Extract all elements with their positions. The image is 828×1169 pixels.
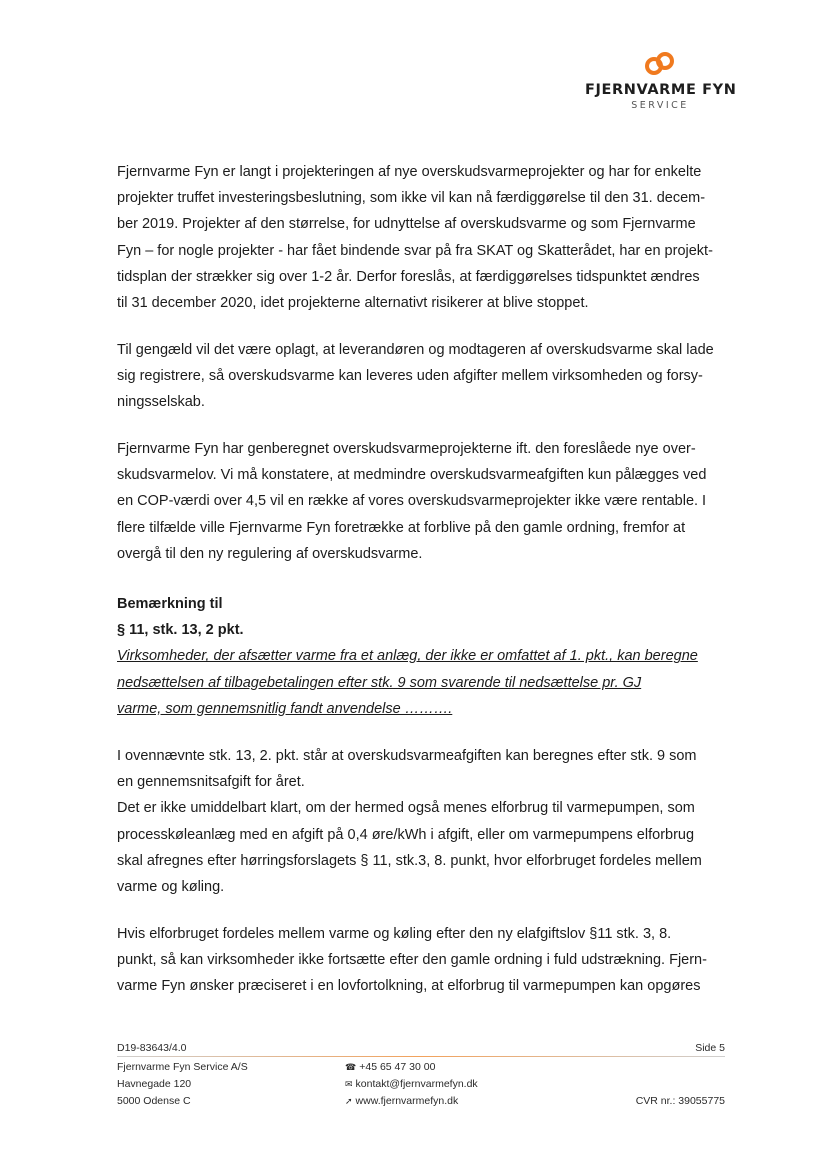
document-id: D19-83643/4.0	[117, 1042, 187, 1054]
paragraph-recalculation	[117, 436, 727, 567]
web-arrow-icon: ➚	[345, 1096, 353, 1106]
text-line: varme og køling.	[117, 879, 225, 896]
remark-section-ref: § 11, stk. 13, 2 pkt.	[117, 622, 244, 639]
company-logo	[585, 50, 735, 111]
text-line: en COP-værdi over 4,5 vil en række af vores overskudsvarmeprojekter ikke være rentable. I	[117, 493, 707, 510]
cvr-number: CVR nr.: 39055775	[635, 1095, 725, 1107]
text-line: ber 2019. Projekter af den størrelse, for udnyttelse af overskudsvarme og som Fjernvarme	[117, 216, 696, 233]
text-line: Fjernvarme Fyn er langt i projekteringen af nye overskudsvarmeprojekter og har for enkelte	[117, 164, 702, 180]
text-line: flere tilfælde ville Fjernvarme Fyn foretrække at forblive på den gamle ordning, fremfor at	[117, 519, 686, 536]
paragraph-allocation	[117, 921, 727, 1000]
paragraph-registration	[117, 337, 727, 416]
text-line: sig registrere, så overskudsvarme kan leveres uden afgifter mellem virksomheden og forsy-	[117, 368, 703, 385]
text-line: projekter truffet investeringsbeslutning, som ikke vil kan nå færdiggørelse til den 31. decem-	[117, 190, 706, 207]
text-line: varme Fyn ønsker præciseret i en lovfortolkning, at elforbrug til varmepumpen kan opgøres	[117, 978, 701, 995]
quoted-text-line: Virksomheder, der afsætter varme fra et anlæg, der ikke er omfattet af 1. pkt., kan beregne	[117, 648, 698, 665]
text-line: tidsplan der strækker sig over 1-2 år. Derfor foreslås, at færdiggørelses tidspunktet ændres	[117, 268, 700, 285]
phone-number: +45 65 47 30 00	[359, 1061, 436, 1073]
text-line: overgå til den ny regulering af overskudsvarme.	[117, 545, 423, 562]
logo-name: FJERNVARME FYN	[585, 82, 737, 98]
page-number: Side 5	[695, 1042, 725, 1054]
text-line: til 31 december 2020, idet projekterne alternativt risikerer at blive stoppet.	[117, 295, 589, 312]
text-line: Hvis elforbruget fordeles mellem varme og køling efter den ny elafgiftslov §11 stk. 3, 8.	[117, 926, 672, 942]
website: www.fjernvarmefyn.dk	[355, 1095, 459, 1107]
text-line: Til gengæld vil det være oplagt, at leverandøren og modtageren af overskudsvarme skal lade	[117, 342, 714, 358]
logo-rings-icon	[640, 50, 680, 78]
logo-subtitle: SERVICE	[631, 100, 689, 111]
page-footer	[117, 1040, 725, 1120]
email-address: kontakt@fjernvarmefyn.dk	[355, 1078, 478, 1090]
quoted-text-line: varme, som gennemsnitlig fandt anvendelse ……….	[117, 700, 453, 717]
quoted-text-line: nedsættelsen af tilbagebetalingen efter stk. 9 som svarende til nedsættelse pr. GJ	[117, 674, 642, 691]
remark-heading: Bemærkning til	[117, 596, 223, 612]
text-line: punkt, så kan virksomheder ikke fortsætte efter den gamle ordning i fuld udstrækning. Fjern-	[117, 952, 707, 969]
remark-section	[117, 591, 727, 722]
envelope-icon: ✉	[345, 1079, 353, 1089]
company-name: Fjernvarme Fyn Service A/S	[117, 1061, 248, 1073]
footer-divider	[117, 1056, 725, 1057]
email-contact	[345, 1078, 478, 1090]
text-line: skudsvarmelov. Vi må konstatere, at medmindre overskudsvarmeafgiften kun pålægges ved	[117, 467, 707, 484]
phone-icon: ☎	[345, 1062, 357, 1072]
city-address: 5000 Odense C	[117, 1095, 191, 1107]
text-line: en gennemsnitsafgift for året.	[117, 774, 305, 791]
street-address: Havnegade 120	[117, 1078, 192, 1090]
phone-contact	[345, 1061, 435, 1073]
text-line: processkøleanlæg med en afgift på 0,4 øre/kWh i afgift, eller om varmepumpens elforbrug	[117, 826, 695, 843]
text-line: Det er ikke umiddelbart klart, om der hermed også menes elforbrug til varmepumpen, som	[117, 800, 695, 817]
text-line: Fyn – for nogle projekter - har fået bindende svar på fra SKAT og Skatterådet, har en projekt-	[117, 242, 713, 259]
paragraph-interpretation	[117, 743, 727, 900]
text-line: Fjernvarme Fyn har genberegnet overskudsvarmeprojekterne ift. den foreslåede nye over-	[117, 441, 696, 457]
text-line: I ovennævnte stk. 13, 2. pkt. står at overskudsvarmeafgiften kan beregnes efter stk. 9 som	[117, 748, 697, 764]
paragraph-projects	[117, 159, 727, 316]
text-line: ningsselskab.	[117, 394, 205, 411]
web-contact	[345, 1095, 458, 1107]
text-line: skal afregnes efter hørringsforslagets § 11, stk.3, 8. punkt, hvor elforbruget fordeles mellem	[117, 852, 702, 869]
